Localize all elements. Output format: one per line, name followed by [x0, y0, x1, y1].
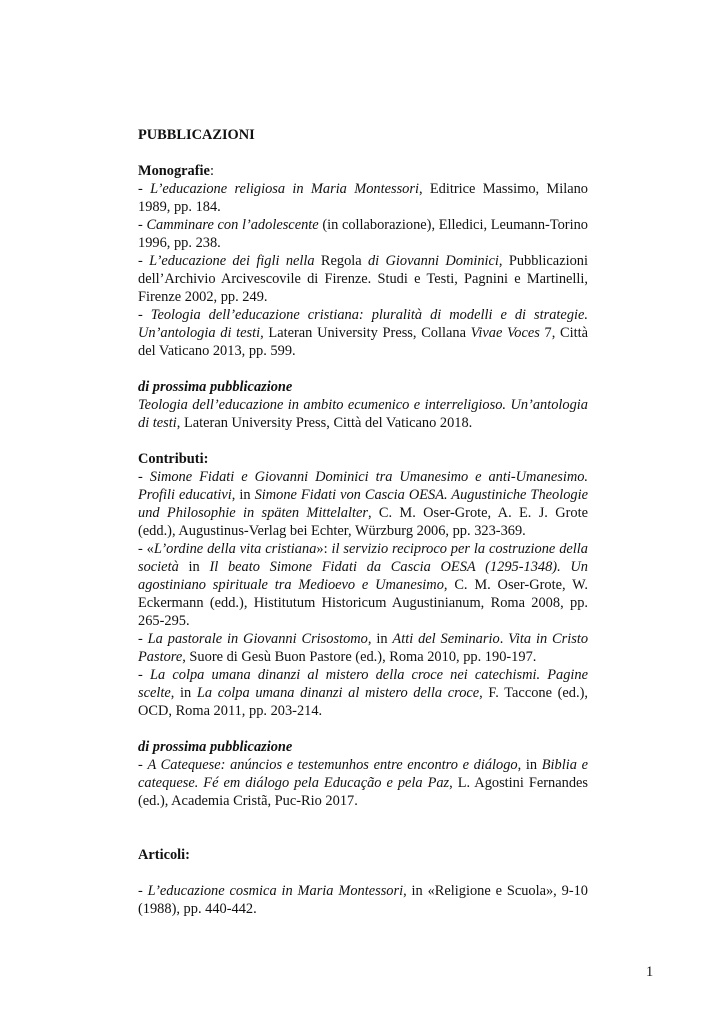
- entry-text: , in: [170, 685, 197, 701]
- entry-italic-text: il servizio reciproco per la costruzione della società: [138, 541, 588, 575]
- monografie-heading: Monografie:: [138, 163, 214, 179]
- bibliography-entry: [138, 882, 588, 918]
- entry-text: , Lateran University Press, Città del Vaticano 2018.: [176, 415, 473, 431]
- entry-text: in: [178, 559, 210, 575]
- entry-text: Lateran University Press, Collana: [263, 325, 471, 341]
- entry-text: Regola: [314, 253, 368, 269]
- entry-italic-text: Simone Fidati von Cascia OESA. Augustiniche Theologie und Philosophie in späten Mittelalter: [138, 487, 588, 521]
- entry-text: , in: [367, 631, 393, 647]
- entry-text: , C. M. Oser-Grote, A. E. J. Grote (edd.), Augustinus-Verlag bei Echter, Würzburg 2006, pp. 323-369.: [138, 505, 588, 539]
- entry-italic-text: A Catequese: anúncios e testemunhos entre encontro e diálogo: [147, 757, 518, 773]
- articoli-list: [138, 882, 588, 918]
- entry-text: -: [138, 217, 147, 233]
- entry-italic-text: Vivae Voces: [470, 325, 540, 341]
- bibliography-entry: [138, 666, 588, 720]
- bibliography-entry: [138, 468, 588, 540]
- entry-text: -: [138, 253, 150, 269]
- entry-italic-text: L’ordine della vita cristiana: [153, 541, 317, 557]
- bibliography-entry: [138, 396, 588, 432]
- page-number: 1: [646, 964, 654, 980]
- entry-text: -: [138, 883, 148, 899]
- entry-text: -: [138, 757, 148, 773]
- entry-italic-text: La colpa umana dinanzi al mistero della croce: [196, 685, 480, 701]
- entry-italic-text: Simone Fidati e Giovanni Dominici tra Umanesimo e anti-Umanesimo. Profili educativi: [138, 469, 589, 503]
- entry-italic-text: Vita in Cristo Pastore: [138, 631, 589, 665]
- entry-text: -: [138, 181, 151, 197]
- monografie-prossima-list: [138, 396, 588, 432]
- articoli-heading: Articoli:: [138, 847, 190, 863]
- entry-text: , Editrice Massimo, Milano 1989, pp. 184.: [138, 181, 589, 215]
- entry-text: -: [138, 469, 150, 485]
- bibliography-entry: [138, 216, 588, 252]
- contributi-heading: Contributi:: [138, 451, 209, 467]
- entry-italic-text: L’educazione dei figli nella: [149, 253, 315, 269]
- entry-text: -: [138, 307, 151, 323]
- entry-text: , in: [517, 757, 542, 773]
- entry-italic-text: L’educazione cosmica in Maria Montessori: [147, 883, 404, 899]
- entry-text: , C. M. Oser-Grote, W. Eckermann (edd.), Histitutum Historicum Augustinianum, Roma 2008, pp. 265-295.: [138, 577, 589, 629]
- entry-text: -: [138, 631, 148, 647]
- entry-italic-text: Teologia dell’educazione cristiana: pluralità di modelli e di strategie. Un’antologia di testi,: [138, 307, 589, 341]
- entry-text: -: [138, 667, 150, 683]
- contributi-prossima-list: [138, 756, 588, 810]
- entry-italic-text: L’educazione religiosa in Maria Montessori: [150, 181, 419, 197]
- bibliography-entry: [138, 252, 588, 306]
- bibliography-entry: [138, 180, 588, 216]
- bibliography-entry: [138, 756, 588, 810]
- entry-text: , Pubblicazioni dell’Archivio Arcivescovile di Firenze. Studi e Testi, Pagnini e Martinelli, Firenze 2002, pp. 249.: [138, 253, 588, 305]
- entry-italic-text: Il beato Simone Fidati da Cascia OESA (1295-1348). Un agostiniano spirituale tra Medioevo e Umanesimo: [138, 559, 589, 593]
- entry-text: - «: [138, 541, 154, 557]
- entry-text: , F. Taccone (ed.), OCD, Roma 2011, pp. 203-214.: [138, 685, 588, 719]
- entry-text: .: [499, 631, 509, 647]
- entry-italic-text: Biblia e catequese. Fé em diálogo pela Educação e pela Paz: [138, 757, 588, 791]
- contributi-list: [138, 468, 588, 720]
- bibliography-entry: [138, 540, 588, 630]
- entry-text: , L. Agostini Fernandes (ed.), Academia Cristã, Puc-Rio 2017.: [138, 775, 588, 809]
- entry-text: , in: [231, 487, 255, 503]
- entry-text: (in collaborazione), Elledici, Leumann-Torino 1996, pp. 238.: [138, 217, 588, 251]
- entry-text: 7, Città del Vaticano 2013, pp. 599.: [138, 325, 589, 359]
- entry-italic-text: La colpa umana dinanzi al mistero della croce nei catechismi. Pagine scelte: [138, 667, 589, 701]
- contributi-prossima-heading: di prossima pubblicazione: [138, 739, 293, 755]
- monografie-prossima-heading: di prossima pubblicazione: [138, 379, 293, 395]
- entry-italic-text: di Giovanni Dominici: [367, 253, 499, 269]
- entry-italic-text: La pastorale in Giovanni Crisostomo: [147, 631, 368, 647]
- entry-text: , Suore di Gesù Buon Pastore (ed.), Roma 2010, pp. 190-197.: [182, 649, 537, 665]
- entry-italic-text: Camminare con l’adolescente: [146, 217, 319, 233]
- entry-text: , in «Religione e Scuola», 9-10 (1988), pp. 440-442.: [138, 883, 588, 917]
- page-title: PUBBLICAZIONI: [138, 127, 255, 143]
- entry-text: »:: [316, 541, 332, 557]
- entry-italic-text: Atti del Seminario: [392, 631, 500, 647]
- bibliography-entry: [138, 630, 588, 666]
- bibliography-entry: [138, 306, 588, 360]
- monografie-list: [138, 180, 588, 360]
- entry-italic-text: Teologia dell’educazione in ambito ecumenico e interreligioso. Un’antologia di testi: [138, 397, 588, 431]
- document-page: [138, 126, 588, 918]
